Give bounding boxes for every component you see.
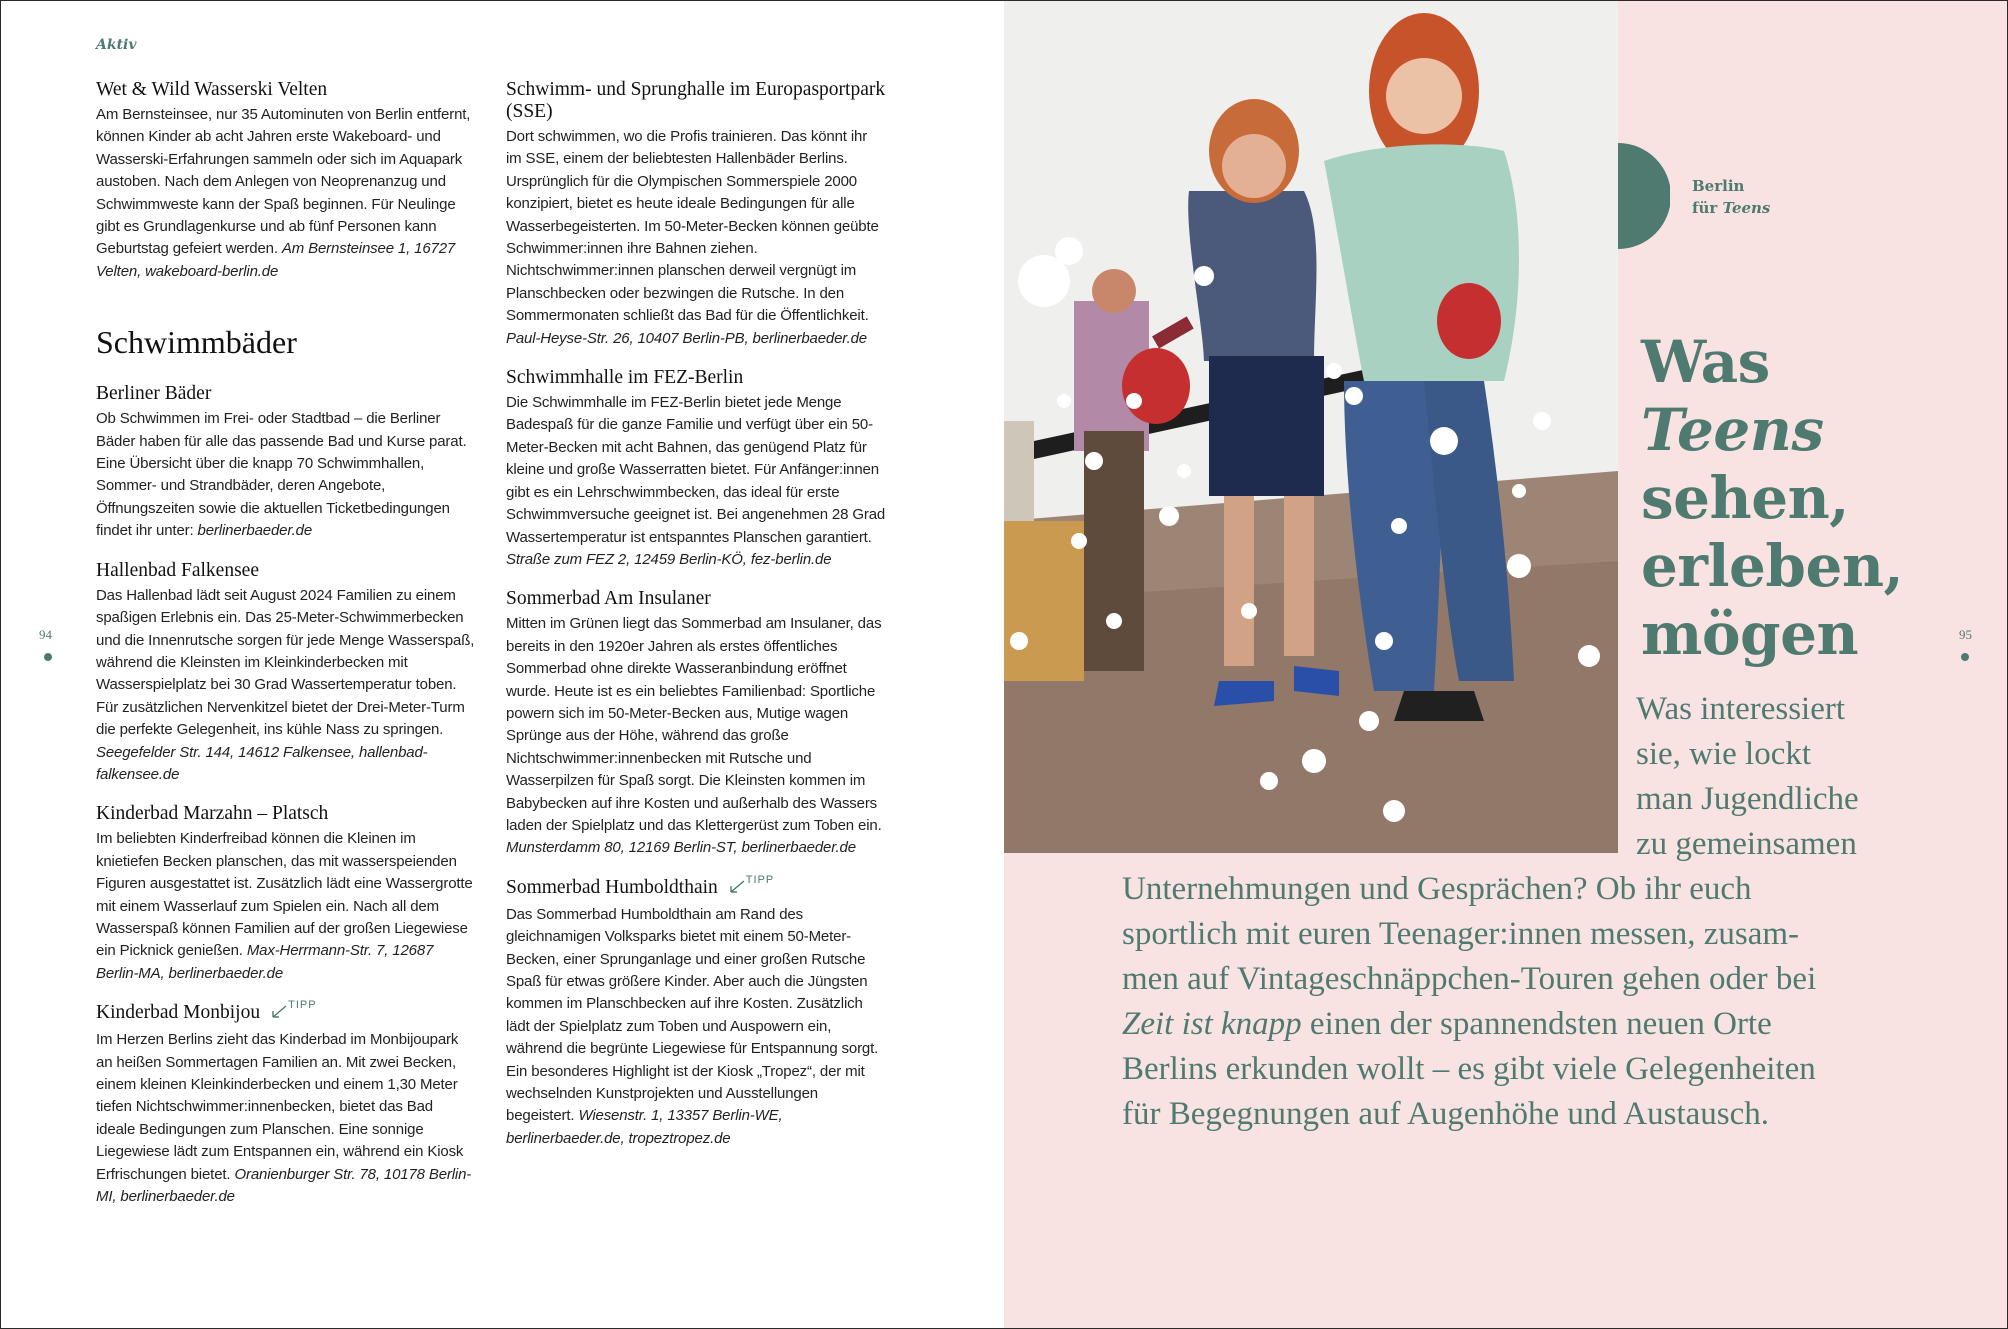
tipp-arrow-icon (270, 1004, 288, 1020)
intro-line: für Begegnungen auf Augenhöhe und Austausch. (1122, 1096, 1770, 1132)
entry-humboldthain (506, 873, 886, 1150)
intro-line: Unternehmungen und Gesprächen? Ob ihr euch (1122, 871, 1752, 907)
chapter-tab-label: Berlin für Teens (1692, 177, 1771, 217)
page-dot-left (44, 653, 52, 661)
entry-title: Kinderbad Monbijou TIPP (96, 1002, 476, 1026)
entry-title: Kinderbad Marzahn – Platsch (96, 803, 329, 825)
entry-hallenbad-falkensee (96, 560, 476, 787)
entry-text: Am Bernsteinsee, nur 35 Autominuten von Berlin entfernt, können Kinder ab acht Jahren erste Wakeboard- und Wasserski-Erfahrungen sammeln oder sich im Aquapark austoben. Nach dem Anlegen von Neoprenanzug und Schwimmweste kann der Spaß beginnen. Für Neulinge gibt es Grundlagenkurse und ab fünf Personen kann Geburtstag gefeiert werden. Am Bernsteinsee 1, 16727 Velten, wakeboard-berlin.de (96, 106, 471, 280)
entry-address: Am Bernsteinsee 1, 16727 Velten, wakeboard-berlin.de (96, 240, 456, 280)
left-page (1, 1, 1004, 1328)
entry-title: Hallenbad Falkensee (96, 559, 259, 581)
entry-text: Ob Schwimmen im Frei- oder Stadtbad – die Berliner Bäder haben für alle das passende Bad und Kurse parat. Eine Übersicht über die knapp 70 Schwimmhallen, Sommer- und Strandbäder, deren Angebote, Öffnungszeiten sowie die aktuellen Ticketbedingungen findet ihr unter: berlinerbaeder.de (96, 410, 467, 540)
entry-address: Wiesenstr. 1, 13357 Berlin-WE, berlinerbaeder.de, tropeztropez.de (506, 1107, 783, 1147)
intro-line: Was interessiert (1636, 691, 1846, 727)
entry-insulaner (506, 588, 886, 859)
entry-address: Seegefelder Str. 144, 14612 Falkensee, hallenbad-falkensee.de (96, 743, 428, 783)
intro-line: men auf Vintageschnäppchen-Touren gehen oder bei (1122, 961, 1817, 997)
entry-address: berlinerbaeder.de (197, 522, 313, 540)
section-heading: Schwimmbäder (96, 324, 297, 361)
entry-address: Max-Herrmann-Str. 7, 12687 Berlin-MA, berlinerbaeder.de (96, 942, 434, 982)
tipp-marker: TIPP (746, 869, 774, 891)
photo-illustration (1004, 1, 1618, 853)
entry-text: Das Hallenbad lädt seit August 2024 Familien zu einem spaßigen Erlebnis ein. Das 25-Meter-Schwimmerbecken und die Innenrutsche sorgen für jede Menge Wasserspaß, während die Kleinsten im Kleinkinderbecken mit Wasserspielplatz bei 30 Grad Wassertemperatur toben. Für zusätzlichen Nervenkitzel bietet der Drei-Meter-Turm die perfekte Gelegenheit, ins kühle Nass zu springen. Seegefelder Str. 144, 14612 Falkensee, hallenbad-falkensee.de (96, 586, 475, 783)
entry-title: Schwimmhalle im FEZ-Berlin (506, 367, 744, 389)
entry-sse (506, 79, 886, 350)
entry-fez (506, 367, 886, 571)
intro-line: sie, wie lockt (1636, 736, 1812, 772)
entry-title: Schwimm- und Sprunghalle im Europasportpark (SSE) (506, 79, 886, 122)
entry-address: Munsterdamm 80, 12169 Berlin-ST, berlinerbaeder.de (506, 839, 856, 857)
tipp-marker: TIPP (288, 994, 316, 1016)
entry-address: Straße zum FEZ 2, 12459 Berlin-KÖ, fez-berlin.de (506, 550, 832, 568)
page-number-right: 95 (1959, 627, 1972, 642)
intro-line: Berlins erkunden wollt – es gibt viele Gelegenheiten (1122, 1051, 1816, 1087)
entry-title: Sommerbad Humboldthain TIPP (506, 877, 886, 901)
entry-text: Mitten im Grünen liegt das Sommerbad am Insulaner, das bereits in den 1920er Jahren als erstes öffentliches Sommerbad ohne direkte Wasseranbindung eröffnet wurde. Heute ist es ein beliebtes Familienbad: Sportliche powern sich im 50-Meter-Becken aus, Mutige wagen Sprünge aus der Höhe, während das große Nichtschwimmer:innenbecken mit Rutsche und Wasserpilzen für Spaß sorgt. Die Kleinsten kommen im Babybecken auf ihre Kosten und außerhalb des Wassers laden der Spielplatz und das Klettergerüst zum Toben ein. Munsterdamm 80, 12169 Berlin-ST, berlinerbaeder.de (506, 615, 882, 857)
entry-kinderbad-monbijou (96, 999, 476, 1208)
intro-line: Zeit ist knapp einen der spannendsten neuen Orte (1122, 1006, 1772, 1042)
entry-text: Im beliebten Kinderfreibad können die Kleinen im knietiefen Becken planschen, das mit wasserspeienden Figuren ausgestattet ist. Zusätzlich lädt eine Wassergrotte mit einem Wasserlauf zum Spielen ein. Nach all dem Wasserspaß können Familien auf der großen Liegewiese ein Picknick genießen. Max-Herrmann-Str. 7, 12687 Berlin-MA, berlinerbaeder.de (96, 830, 473, 982)
entry-text: Die Schwimmhalle im FEZ-Berlin bietet jede Menge Badespaß für die ganze Familie und verfügt über ein 50-Meter-Becken mit acht Bahnen, das genügend Platz für kleine und große Wasserratten bietet. Für Anfänger:innen gibt es ein Lehrschwimmbecken, das ideal für erste Schwimmversuche geeignet ist. Bei angenehmen 28 Grad Wassertemperatur ist entspanntes Planschen garantiert. Straße zum FEZ 2, 12459 Berlin-KÖ, fez-berlin.de (506, 394, 886, 568)
right-column (506, 79, 886, 1167)
page-number-left: 94 (39, 627, 52, 642)
entry-text: Das Sommerbad Humboldthain am Rand des gleichnamigen Volksparks bietet mit einem 50-Meter-Becken, einer Sprunganlage und einer großen Rutsche Spaß für etwas größere Kinder. Aber auch die Jüngsten kommen im Planschbecken auf ihre Kosten. Zusätzlich lädt der Spielplatz zum Toben und Auspowern ein, während die begrünte Liegewiese für Entspannung sorgt. Ein besonderes Highlight ist der Kiosk „Tropez“, der mit wechselnden Kunstprojekten und Ausstellungen begeistert. Wiesenstr. 1, 13357 Berlin-WE, berlinerbaeder.de, tropeztropez.de (506, 905, 879, 1147)
right-page (1004, 1, 2007, 1328)
entry-wasserski (96, 79, 476, 283)
entry-text: Im Herzen Berlins zieht das Kinderbad im Monbijoupark an heißen Sommertagen Familien an. Mit zwei Becken, einem kleinen Kleinkinderbecken und einem 1,30 Meter tiefen Nichtschwimmer:innenbecken, bietet das Bad ideale Bedingungen zum Planschen. Eine sonnige Liegewiese lädt zum Entspannen ein, während ein Kiosk Erfrischungen bietet. Oranienburger Str. 78, 10178 Berlin-MI, berlinerbaeder.de (96, 1031, 472, 1206)
entry-text: Dort schwimmen, wo die Profis trainieren. Das könnt ihr im SSE, einem der beliebtesten Hallenbäder Berlins. Ursprünglich für die Olympischen Sommerspiele 2000 konzipiert, bietet es heute ideale Bedingungen für alle Wasserbegeisterten. Im 50-Meter-Becken können geübte Schwimmer:innen ihre Bahnen ziehen. Nichtschwimmer:innen planschen derweil vergnügt im Planschbecken oder bezwingen die Rutsche. In den Sommermonaten schließt das Bad für die Öffentlichkeit. Paul-Heyse-Str. 26, 10407 Berlin-PB, berlinerbaeder.de (506, 128, 879, 347)
entry-title: Berliner Bäder (96, 383, 212, 405)
entry-berliner-baeder (96, 383, 476, 542)
entry-title: Sommerbad Am Insulaner (506, 588, 711, 610)
feature-headline: Was Teens sehen, erleben, mögen (1641, 328, 1904, 668)
section-label: Aktiv (96, 37, 137, 53)
entry-address: Oranienburger Str. 78, 10178 Berlin-MI, berlinerbaeder.de (96, 1165, 472, 1206)
entry-address: Paul-Heyse-Str. 26, 10407 Berlin-PB, berlinerbaeder.de (506, 329, 867, 347)
tipp-arrow-icon (728, 879, 746, 895)
left-column (96, 79, 476, 1225)
intro-line: zu gemeinsamen (1636, 826, 1857, 862)
chapter-tab-semicircle (1618, 143, 1670, 249)
intro-line: sportlich mit euren Teenager:innen messen, zusam- (1122, 916, 1800, 952)
entry-title: Wet & Wild Wasserski Velten (96, 79, 328, 100)
teens-table-tennis-photo (1004, 1, 1618, 853)
page-dot-right (1961, 653, 1969, 661)
entry-kinderbad-marzahn (96, 803, 476, 985)
intro-line: man Jugendliche (1636, 781, 1859, 817)
